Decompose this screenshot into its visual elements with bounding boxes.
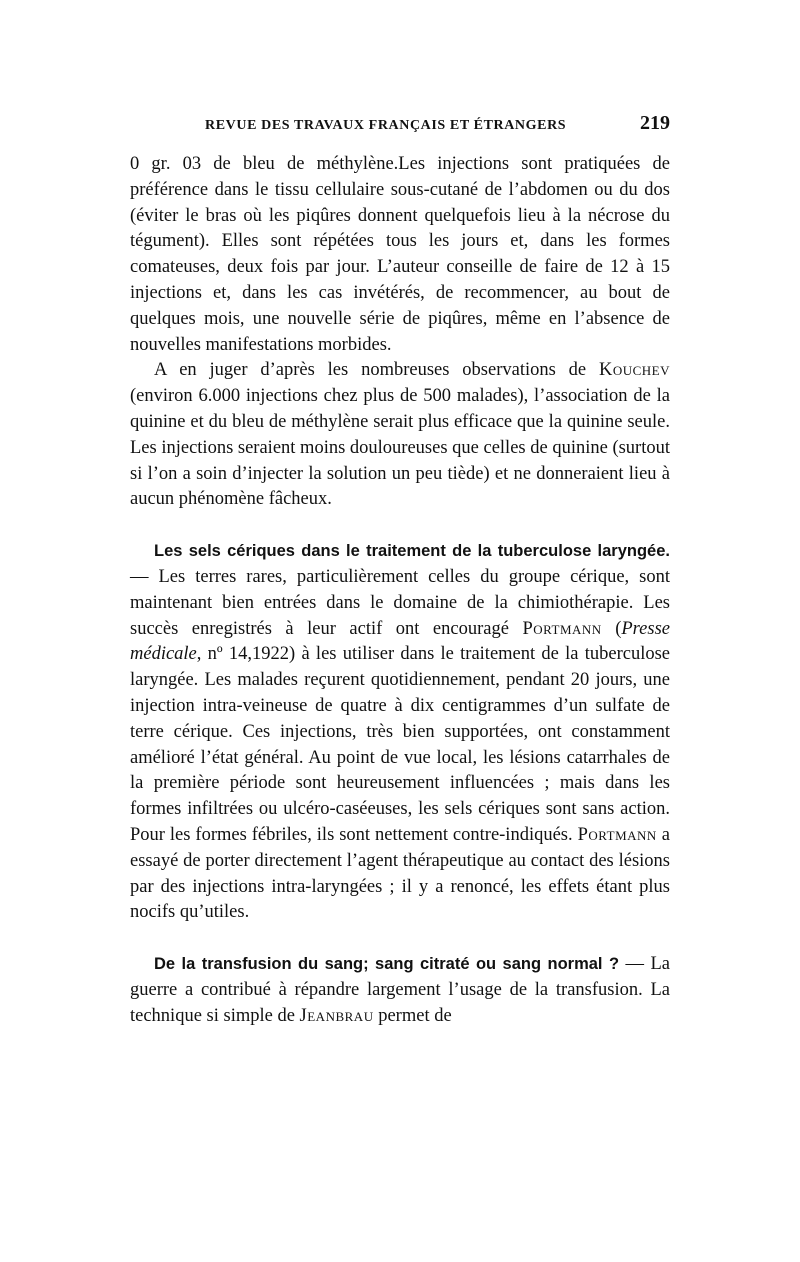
page-number: 219 (640, 112, 670, 134)
author-name: Portmann (577, 824, 657, 845)
author-name: Jeanbrau (299, 1005, 374, 1026)
section-spacer (130, 513, 670, 539)
paragraph: A en juger d’après les nombreuses observations de Kouchev (environ 6.000 injections chez plus de 500 malades), l’association de la quinine et du bleu de méthylène serait plus efficace que la quinine seule. Les injections seraient moins douloureuses que celles de quinine (surtout si l’on a soin d’injecter la solution un peu tiède) et ne donneraient lieu à aucun phénomène fâcheux. (130, 360, 670, 510)
section-heading: Les sels cériques dans le traitement de la tuberculose laryngée. (154, 542, 670, 561)
section-heading: De la transfusion du sang; sang citraté ou sang normal ? (154, 955, 620, 974)
section-paragraph: Les sels cériques dans le traitement de la tuberculose laryngée. — Les terres rares, particulièrement celles du groupe cérique, sont maintenant bien entrées dans le domaine de la chimiothérapie. Les succès enregistrés à leur actif ont encouragé Portmann (Presse médicale, nº 14,1922) à les utiliser dans le traitement de la tuberculose laryngée. Les malades reçurent quotidiennement, pendant 20 jours, une injection intra-veineuse de quatre à dix centigrammes d’un sulfate de terre cérique. Ces injections, très bien supportées, ont constamment amélioré l’état général. Au point de vue local, les lésions catarrhales de la première période sont heureusement influencées ; mais dans les formes infiltrées ou ulcéro-caséeuses, les sels cériques sont sans action. Pour les formes fébriles, ils sont nettement contre-indiqués. Portmann a essayé de porter directement l’agent thérapeutique au contact des lésions par des injections intra-laryngées ; il y a renoncé, les effets étant plus nocifs qu’utiles. (130, 542, 671, 923)
body-text (130, 152, 670, 1030)
author-name: Portmann (522, 618, 602, 639)
running-title: REVUE DES TRAVAUX FRANÇAIS ET ÉTRANGERS (205, 118, 567, 133)
running-header (130, 112, 670, 142)
section-spacer (130, 926, 670, 952)
author-name: Kouchev (598, 360, 670, 381)
section-paragraph: De la transfusion du sang; sang citraté ou sang normal ? — La guerre a contribué à répandre largement l’usage de la transfusion. La technique si simple de Jeanbrau permet de (130, 954, 670, 1026)
paragraph: 0 gr. 03 de bleu de méthylène.Les injections sont pratiquées de préférence dans le tissu cellulaire sous-cutané de l’abdomen ou du dos (éviter le bras où les piqûres donnent quelquefois lieu à la nécrose du tégument). Elles sont répétées tous les jours et, dans les formes comateuses, deux fois par jour. L’auteur conseille de faire de 12 à 15 injections et, dans les cas invétérés, de recommencer, au bout de quelques mois, une nouvelle série de piqûres, même en l’absence de nouvelles manifestations morbides. (130, 154, 670, 355)
journal-title: Presse médicale (130, 618, 670, 665)
